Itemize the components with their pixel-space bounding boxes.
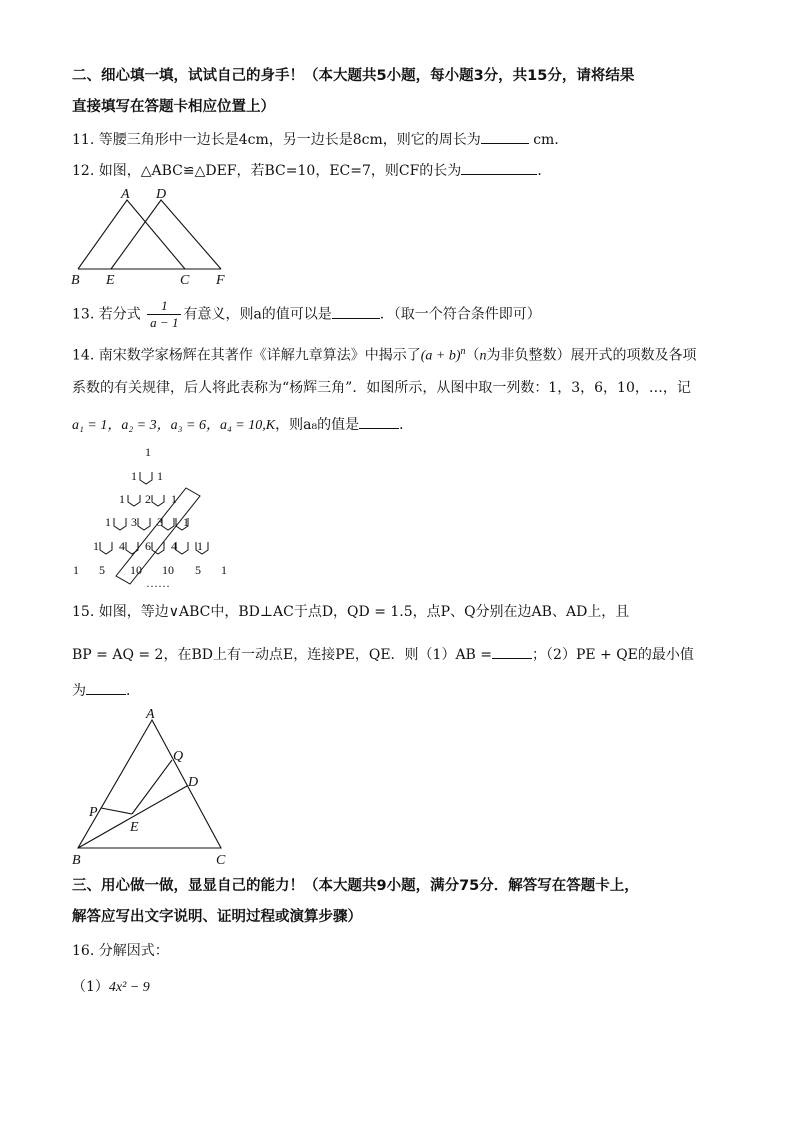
question-14-line-2: 系数的有关规律，后人将此表称为“杨辉三角”．如图所示，从图中取一列数：1，3，6，10，…，记 (72, 380, 691, 396)
label-b: B (71, 273, 80, 288)
question-14-text-2: 为非负整数）展开式的项数及各项 (486, 347, 697, 364)
expression: 4x² − 9 (108, 980, 150, 995)
question-15-text-3: ；（2）PE + QE的最小值 (532, 647, 694, 663)
answer-blank[interactable] (481, 129, 529, 144)
question-12-end: ． (537, 163, 552, 179)
triangle-row-3-value: 1 (171, 492, 177, 506)
triangle-row-5-value: 4 (171, 539, 177, 553)
question-15-line-1 (72, 602, 629, 622)
answer-blank[interactable] (86, 680, 126, 695)
yang-hui-triangle-figure (64, 440, 244, 590)
triangle-row-1-value: 1 (145, 445, 151, 459)
triangle-row-4-value: 1 (183, 515, 189, 529)
triangle-row-2-value: 1 (157, 469, 163, 483)
question-13 (72, 298, 541, 331)
question-13-text-2: 有意义，则a的值可以是 (183, 306, 332, 323)
answer-blank[interactable] (359, 414, 399, 429)
question-13-text-3: ．（取一个符合条件即可） (379, 306, 541, 323)
triangle-row-6-value: 10 (162, 563, 174, 577)
part-label: （1） (72, 979, 109, 995)
fraction-denominator: a − 1 (147, 314, 181, 331)
label-c: C (216, 853, 226, 868)
question-15-end: ． (126, 683, 140, 699)
question-16-text: 分解因式： (98, 943, 169, 959)
question-16-part-1 (72, 977, 150, 998)
question-13-text: 若分式 (98, 306, 141, 323)
fraction-numerator: 1 (161, 298, 168, 313)
triangle-abc (78, 200, 185, 269)
answer-blank[interactable] (461, 160, 537, 175)
label-q: Q (173, 749, 184, 764)
binomial-expression: (a + b) (420, 348, 461, 364)
fraction (147, 298, 181, 331)
question-15-line-2 (72, 644, 694, 665)
binomial-exponent: n (460, 346, 466, 357)
question-14-line-1 (72, 342, 697, 367)
triangle-row-5-value: 6 (145, 539, 151, 553)
question-number: 12. (72, 163, 95, 179)
label-d: D (188, 775, 199, 790)
question-11-text: 等腰三角形中一边长是4cm，另一边长是8cm，则它的周长为 (98, 132, 481, 148)
triangle-ellipsis: …… (146, 576, 170, 590)
label-b: B (72, 853, 81, 868)
triangle-row-4-value: 1 (105, 515, 111, 529)
triangle-row-6-value: 1 (73, 563, 79, 577)
question-14-text-3: ，则a₈的值是 (275, 417, 360, 433)
label-c: C (180, 273, 190, 288)
triangle-row-3-value: 2 (145, 492, 151, 506)
triangle-row-3-value: 1 (119, 492, 125, 506)
question-number: 15. (72, 604, 95, 620)
label-a: A (146, 707, 155, 722)
question-15-line-3 (72, 680, 140, 701)
label-p: P (89, 805, 98, 820)
triangle-row-6-value: 1 (221, 563, 227, 577)
question-number: 11. (72, 132, 95, 148)
triangle-connectors (100, 472, 208, 584)
question-12-text: 如图，△ABC≌△DEF，若BC=10，EC=7，则CF的长为 (98, 163, 462, 179)
section-3-title-line-1: 三、用心做一做，显显自己的能力！（本大题共9小题，满分75分．解答写在答题卡上， (72, 878, 639, 894)
triangle-row-2-value: 1 (131, 469, 137, 483)
question-15-text-2: BP = AQ = 2，在BD上有一动点E，连接PE，QE．则（1）AB = (72, 647, 493, 663)
question-12 (72, 160, 551, 181)
question-11-unit: cm． (533, 132, 569, 148)
equilateral-triangle-figure (66, 706, 246, 868)
variable-n: n (479, 348, 487, 364)
triangle-row-4-value: 3 (157, 515, 163, 529)
label-e: E (130, 820, 139, 835)
section-3-title-line-2: 解答应写出文字说明、证明过程或演算步骤） (72, 909, 362, 925)
question-15-text-4: 为 (72, 683, 86, 699)
question-15-text: 如图，等边∨ABC中，BD⊥AC于点D，QD = 1.5，点P、Q分别在边AB、AD上，且 (98, 604, 630, 620)
question-number: 13. (72, 306, 95, 323)
section-2-title-line-2: 直接填写在答题卡相应位置上） (72, 99, 275, 115)
label-a: A (121, 187, 130, 202)
sequence-terms: a₁ = 1，a₂ = 3，a₃ = 6，a₄ = 10,K (72, 418, 276, 433)
triangle-row-6-value: 5 (99, 563, 105, 577)
question-16 (72, 941, 169, 961)
question-14-paren: （ (465, 347, 480, 364)
triangle-row-5-value: 4 (119, 539, 125, 553)
triangle-row-5-value: 1 (197, 539, 203, 553)
question-number: 16. (72, 943, 95, 959)
label-f: F (216, 273, 225, 288)
answer-blank[interactable] (332, 304, 380, 319)
question-14-line-3 (72, 414, 413, 436)
triangle-row-6-value: 10 (130, 563, 142, 577)
triangle-row-6-value: 5 (195, 563, 201, 577)
label-e: E (106, 273, 115, 288)
section-2-title-line-1: 二、细心填一填，试试自己的身手！（本大题共5小题，每小题3分，共15分，请将结果 (72, 68, 635, 84)
triangle-abc (78, 720, 221, 848)
triangle-def (111, 200, 221, 269)
question-11 (72, 129, 568, 150)
triangle-row-4-value: 3 (131, 515, 137, 529)
answer-blank[interactable] (492, 644, 532, 659)
triangle-row-5-value: 1 (93, 539, 99, 553)
question-14-text: 南宋数学家杨辉在其著作《详解九章算法》中揭示了 (98, 347, 421, 364)
segment-pe (101, 808, 132, 814)
question-14-end: ． (399, 417, 414, 433)
congruent-triangles-figure (68, 185, 238, 290)
label-d: D (156, 187, 167, 202)
question-number: 14. (72, 347, 95, 364)
